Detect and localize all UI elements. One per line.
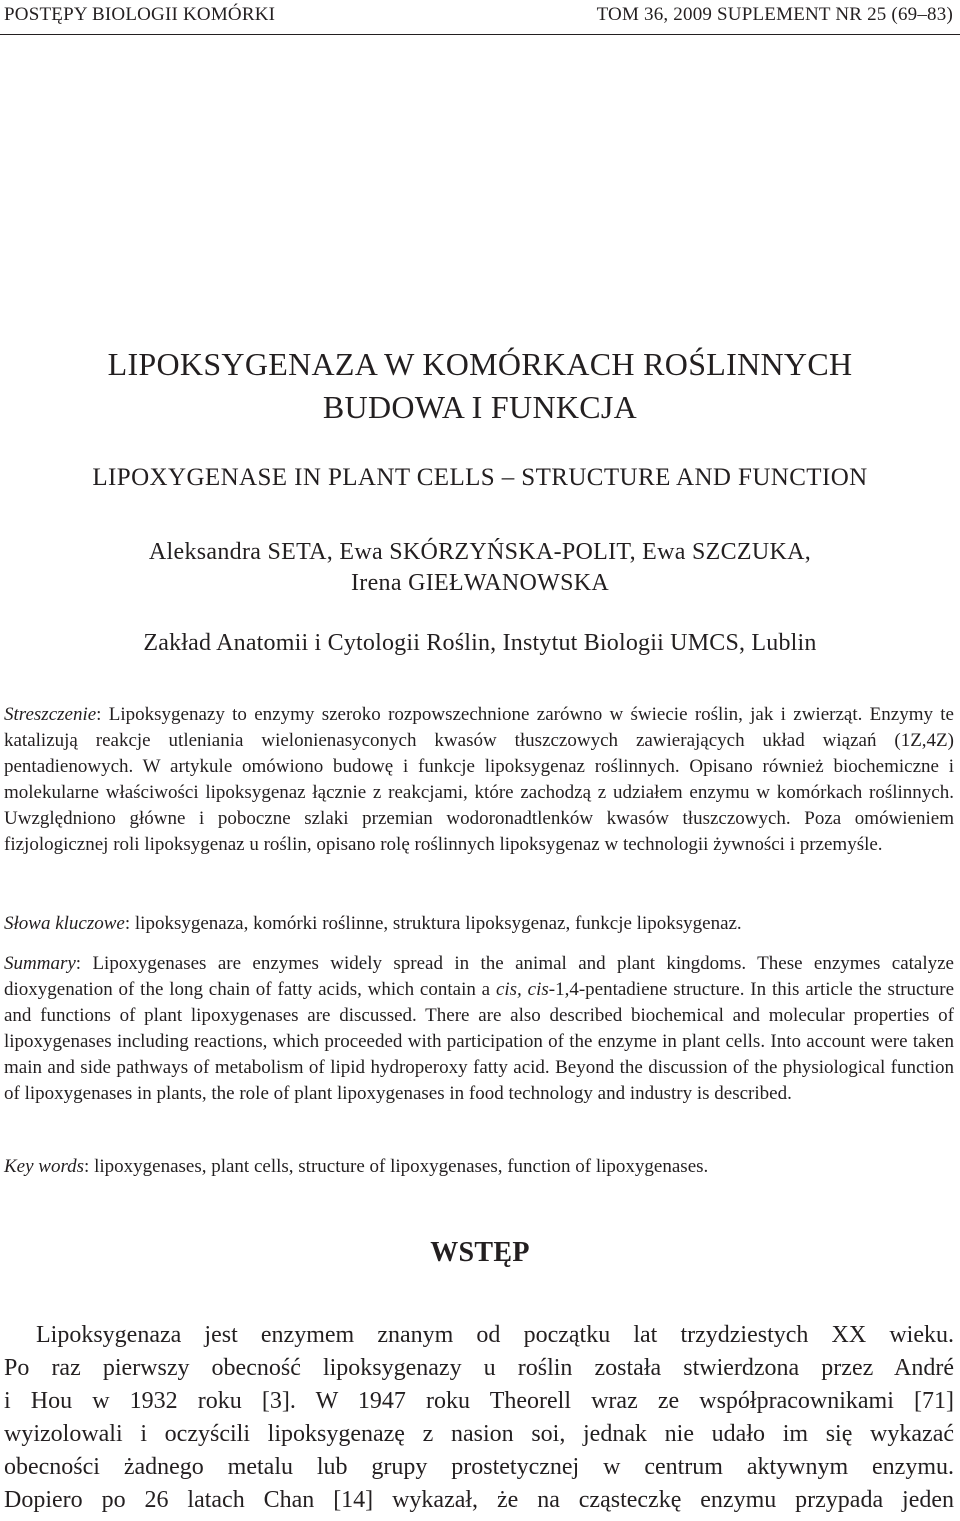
- keywords-english-label: Key words: [4, 1156, 85, 1177]
- journal-name: POSTĘPY BIOLOGII KOMÓRKI: [4, 4, 276, 25]
- keywords-polish-text: lipoksygenaza, komórki roślinne, struktura lipoksygenaz, funkcje lipoksygenaz.: [134, 913, 742, 934]
- intro-line: Lipoksygenaza jest enzymem znanym od początku lat trzydziestych XX wieku.: [36, 1322, 954, 1348]
- abstract-english: Summary: Lipoxygenases are enzymes widely spread in the animal and plant kingdoms. These enzymes catalyze dioxygenation of the long chain of fatty acids, which contain a cis, cis-1,4-pentadiene structure. In this article the structure and functions of plant lipoxygenases are discussed. There are also described biochemical and molecular properties of lipoxygenases including reactions, which proceeded with participation of the enzyme in plant cells. Into account were taken main and side pathways of metabolism of lipid hydroperoxy fatty acid. Beyond the discussion of the physiological function of lipoxygenases in plants, the role of plant lipoxygenases in food technology and industry is described.: [4, 953, 955, 1104]
- intro-line: obecności żadnego metalu lub grupy prostetycznej w centrum aktywnym enzymu.: [4, 1454, 954, 1480]
- header-rule: [0, 34, 960, 35]
- keywords-polish-label: Słowa kluczowe: [4, 913, 125, 934]
- keywords-english-text: lipoxygenases, plant cells, structure of lipoxygenases, function of lipoxygenases.: [94, 1156, 709, 1177]
- article-title-line-2: BUDOWA I FUNKCJA: [322, 389, 638, 425]
- running-head: [4, 4, 953, 30]
- affiliation: Zakład Anatomii i Cytologii Roślin, Instytut Biologii UMCS, Lublin: [143, 630, 817, 656]
- volume-info: TOM 36, 2009 SUPLEMENT NR 25 (69–83): [596, 4, 953, 25]
- abstract-polish-label: Streszczenie: [4, 704, 97, 725]
- intro-line: Po raz pierwszy obecność lipoksygenazy u roślin została stwierdzona przez André: [4, 1355, 954, 1381]
- abstract-polish-text: Lipoksygenazy to enzymy szeroko rozpowszechnione zarówno w świecie roślin, jak i zwierząt. Enzymy te katalizują reakcje utleniania wielonienasyconych kwasów tłuszczowych zawierających układ wiązań (1Z,4Z) pentadienowych. W artykule omówiono budowę i funkcje lipoksygenaz roślinnych. Opisano również biochemiczne i molekularne właściwości lipoksygenaz łącznie z reakcjami, które zachodzą z udziałem enzymu w komórkach roślinnych. Uwzględniono główne i poboczne szlaki przemian wodoronadtlenków kwasów tłuszczowych. Poza omówieniem fizjologicznej roli lipoksygenaz u roślin, opisano rolę roślinnych lipoksygenaz w technologii żywności i przemyśle.: [4, 704, 954, 855]
- intro-line: wyizolowali i oczyścili lipoksygenazę z nasion soi, jednak nie udało im się wykazać: [4, 1421, 954, 1447]
- abstract-english-label: Summary: [4, 953, 76, 974]
- section-heading: WSTĘP: [430, 1237, 530, 1268]
- authors-line-2: Irena GIEŁWANOWSKA: [351, 570, 609, 596]
- abstract-english-text-2: -1,4-pentadiene structure. In this article the structure and functions of plant lipoxygenases are discussed. There are also described biochemical and molecular properties of lipoxygenases including reactions, which proceeded with participation of the enzyme in plant cells. Into account were taken main and side pathways of metabolism of lipid hydroperoxy fatty acid. Beyond the discussion of the physiological function of lipoxygenases in plants, the role of plant lipoxygenases in food technology and industry is described.: [4, 979, 955, 1104]
- abstract-polish: Streszczenie: Lipoksygenazy to enzymy szeroko rozpowszechnione zarówno w świecie roślin, jak i zwierząt. Enzymy te katalizują reakcje utleniania wielonienasyconych kwasów tłuszczowych zawierających układ wiązań (1Z,4Z) pentadienowych. W artykule omówiono budowę i funkcje lipoksygenaz roślinnych. Opisano również biochemiczne i molekularne właściwości lipoksygenaz łącznie z reakcjami, które zachodzą z udziałem enzymu w komórkach roślinnych. Uwzględniono główne i poboczne szlaki przemian wodoronadtlenków kwasów tłuszczowych. Poza omówieniem fizjologicznej roli lipoksygenaz u roślin, opisano rolę roślinnych lipoksygenaz w technologii żywności i przemyśle.: [4, 704, 954, 855]
- intro-paragraph: [4, 1319, 954, 1517]
- intro-line: Dopiero po 26 latach Chan [14] wykazał, że na cząsteczkę enzymu przypada jeden: [4, 1487, 954, 1513]
- authors-line-1: Aleksandra SETA, Ewa SKÓRZYŃSKA-POLIT, Ewa SZCZUKA,: [148, 539, 812, 565]
- article-title-line-1: LIPOKSYGENAZA W KOMÓRKACH ROŚLINNYCH: [107, 346, 853, 382]
- intro-line: i Hou w 1932 roku [3]. W 1947 roku Theorell wraz ze współpracownikami [71]: [4, 1388, 954, 1414]
- keywords-polish: Słowa kluczowe: lipoksygenaza, komórki roślinne, struktura lipoksygenaz, funkcje lipoksygenaz.: [4, 913, 742, 934]
- keywords-english: Key words: lipoxygenases, plant cells, structure of lipoxygenases, function of lipoxygenases.: [4, 1156, 709, 1177]
- abstract-english-text-1: Lipoxygenases are enzymes widely spread in the animal and plant kingdoms. These enzymes catalyze dioxygenation of the long chain of fatty acids, which contain a: [4, 953, 954, 1000]
- english-title: LIPOXYGENASE IN PLANT CELLS – STRUCTURE AND FUNCTION: [92, 464, 868, 491]
- abstract-english-italic: cis, cis: [495, 979, 549, 1000]
